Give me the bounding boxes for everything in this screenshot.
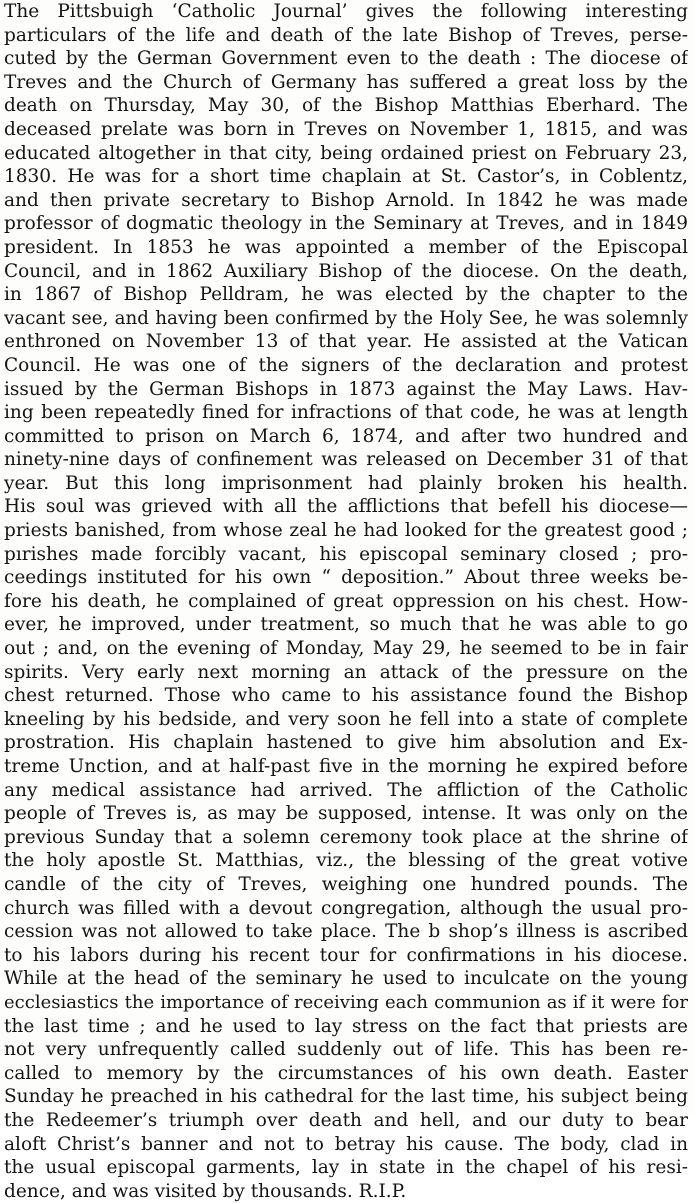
article-line: ecclesiastics the importance of receiving each communion as if it were for [4,991,688,1013]
article-line: out ; and, on the evening of Monday, May 29, he seemed to be in fair [4,638,688,660]
article-line: cuted by the German Government even to the death : The diocese of [4,48,688,70]
article-line: previous Sunday that a solemn ceremony took place at the shrine of [4,826,688,848]
article-line: committed to prison on March 6, 1874, and after two hundred and [4,425,688,447]
article-line: Treves and the Church of Germany has suffered a great loss by the [4,71,688,93]
article-line: aloft Christ’s banner and not to betray his cause. The body, clad in [4,1133,688,1155]
article-line: priests banished, from whose zeal he had looked for the greatest good ; [4,520,688,542]
article-line: prostration. His chaplain hastened to give him absolution and Ex- [4,732,688,754]
article-line: called to memory by the circumstances of his own death. Easter [4,1062,688,1084]
article-line: The Pittsbuigh ‘Catholic Journal’ gives the following interesting [4,1,688,22]
article-line: chest returned. Those who came to his assistance found the Bishop [4,685,688,707]
article-line: 1830. He was for a short time chaplain at St. Castor’s, in Coblentz, [4,166,688,188]
article-line: cession was not allowed to take place. The b shop’s illness is ascribed [4,921,688,943]
article-line: deceased prelate was born in Treves on November 1, 1815, and was [4,118,688,140]
article-line: dence, and was visited by thousands. R.I.P. [4,1180,407,1202]
article-line: particulars of the life and death of the late Bishop of Treves, perse- [4,24,688,46]
article-line: death on Thursday, May 30, of the Bishop Matthias Eberhard. The [4,95,688,117]
article-line: ing been repeatedly fined for infractions of that code, he was at length [4,402,688,424]
article-line: the holy apostle St. Matthias, viz., the blessing of the great votive [4,850,688,872]
article-line: kneeling by his bedside, and very soon he fell into a state of complete [4,708,688,730]
article-line: Sunday he preached in his cathedral for the last time, his subject being [4,1086,688,1108]
article-line: educated altogether in that city, being ordained priest on February 23, [4,142,688,164]
article-line: professor of dogmatic theology in the Seminary at Treves, and in 1849 [4,213,688,235]
article-line: vacant see, and having been confirmed by the Holy See, he was solemnly [4,307,688,329]
article-text [4,0,688,1203]
article-line: pırishes made forcibly vacant, his episcopal seminary closed ; pro- [4,543,688,565]
article-line: fore his death, he complained of great oppression on his chest. How- [4,590,688,612]
article-line: Council. He was one of the signers of the declaration and protest [4,354,688,376]
article-line: president. In 1853 he was appointed a member of the Episcopal [4,236,688,258]
article-line: not very unfrequently called suddenly out of life. This has been re- [4,1039,688,1061]
article-line: Council, and in 1862 Auxiliary Bishop of the diocese. On the death, [4,260,688,282]
article-line: any medical assistance had arrived. The affliction of the Catholic [4,779,688,801]
article-line: While at the head of the seminary he used to inculcate on the young [4,968,688,990]
article-line: enthroned on November 13 of that year. He assisted at the Vatican [4,331,688,353]
article-line: the last time ; and he used to lay stress on the fact that priests are [4,1015,688,1037]
article-line: ever, he improved, under treatment, so much that he was able to go [4,614,688,636]
article-line: people of Treves is, as may be supposed, intense. It was only on the [4,803,688,825]
article-line: the Redeemer’s triumph over death and hell, and our duty to bear [4,1109,688,1131]
article-line: His soul was grieved with all the afflictions that befell his diocese— [4,496,688,518]
article-line: ninety-nine days of confinement was released on December 31 of that [4,449,688,471]
article-line: the usual episcopal garments, lay in state in the chapel of his resi- [4,1157,688,1179]
article-line: to his labors during his recent tour for confirmations in his diocese. [4,944,688,966]
article-line: church was filled with a devout congregation, although the usual pro- [4,897,688,919]
article-line: and then private secretary to Bishop Arnold. In 1842 he was made [4,189,688,211]
article-line: year. But this long imprisonment had plainly broken his health. [4,472,688,494]
article-line: issued by the German Bishops in 1873 against the May Laws. Hav- [4,378,688,400]
article-line: in 1867 of Bishop Pelldram, he was elected by the chapter to the [4,284,688,306]
article-line: treme Unction, and at half-past five in the morning he expired before [4,756,688,777]
article-line: spirits. Very early next morning an attack of the pressure on the [4,661,688,683]
article-line: ceedings instituted for his own “ deposition.” About three weeks be- [4,567,688,589]
article-line: candle of the city of Treves, weighing one hundred pounds. The [4,873,688,895]
